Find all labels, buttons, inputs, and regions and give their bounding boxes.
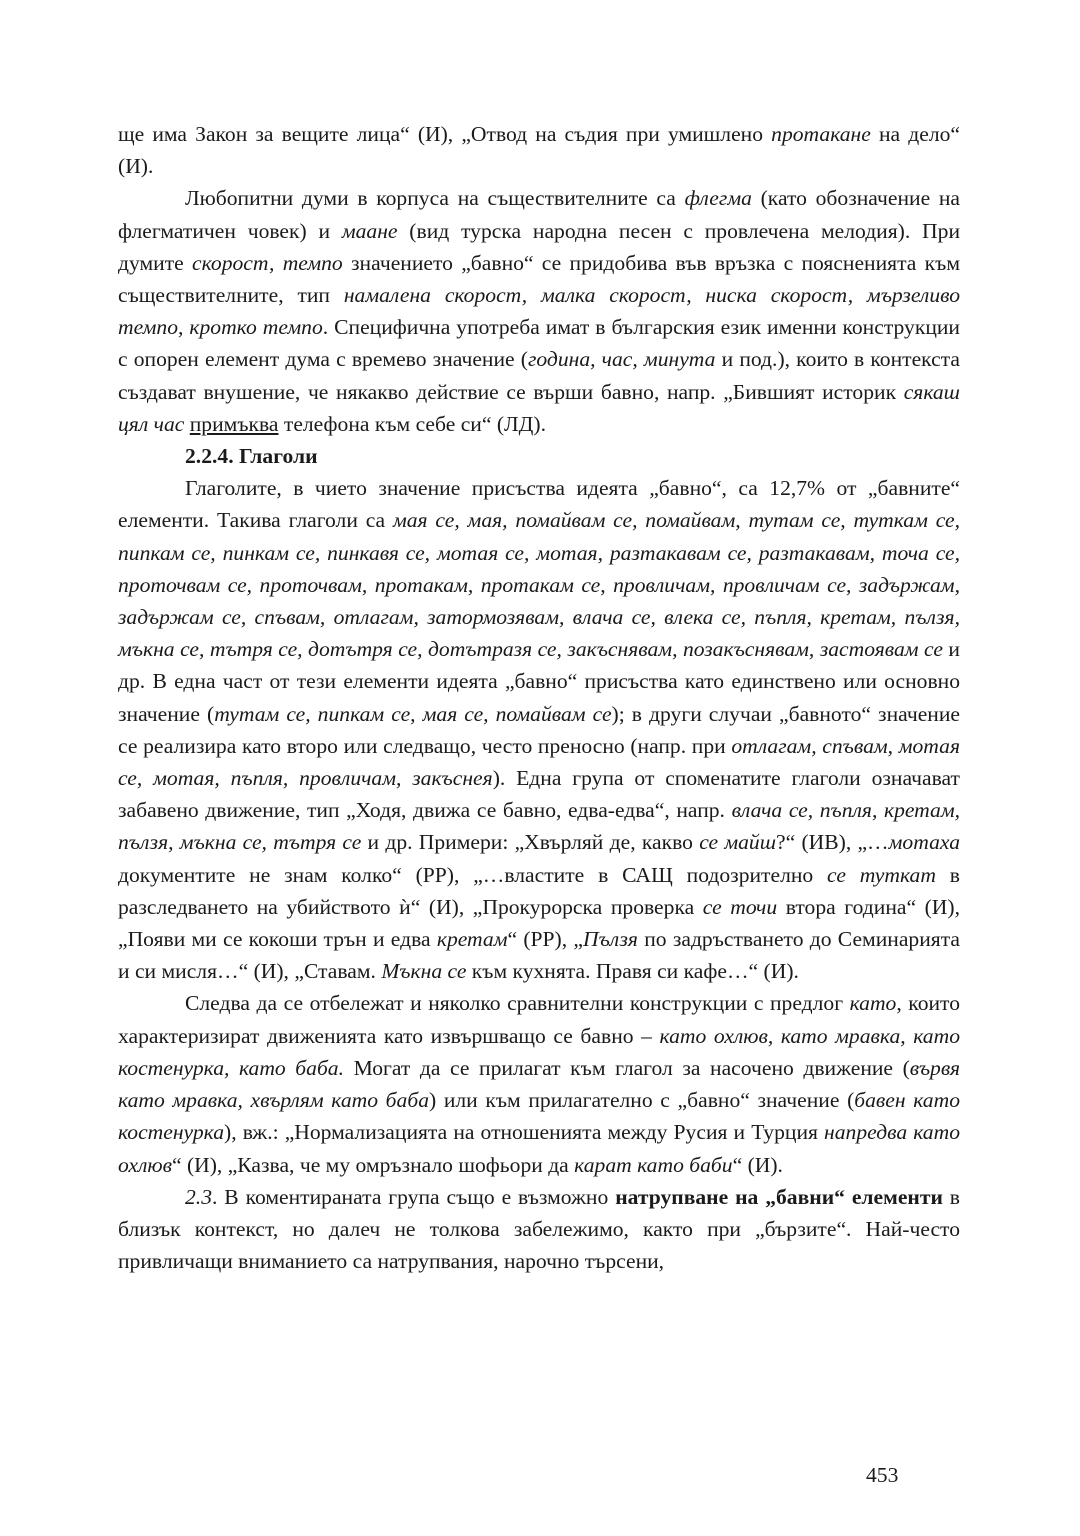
paragraph-verbs: Глаголите, в чието значение присъства идеята „бавно“, са 12,7% от „бавните“ елементи. Такива глаголи са мая се, мая, помайвам се, помайвам, тутам се, туткам се, пипкам се, пинкам се, пинкавя се, мотая се, мотая, разтакавам се, разтакавам, точа се, проточвам се, проточвам, протакам, протакам се, провличам, провличам се, задържам, задържам се, спъвам, отлагам, затормозявам, влача се, влека се, пъпля, кретам, пълзя, мъкна се, тътря се, дотътря се, дотътразя се, закъснявам, позакъснявам, застоявам се и др. В една част от тези елементи идеята „бавно“ присъства като единствено или основно значение (тутам се, пипкам се, мая се, помайвам се); в други случаи „бавното“ значение се реализира като второ или следващо, често преносно (напр. при отлагам, спъвам, мотая се, мотая, пъпля, провличам, закъснея). Една група от споменатите глаголи означават забавено движение, тип „Ходя, движа се бавно, едва-едва“, напр. влача се, пъпля, кретам, пълзя, мъкна се, тътря се и др. Примери: „Хвърляй де, какво се майш?“ (ИВ), „…мотаха документите не знам колко“ (РР), „…властите в САЩ подозрително се туткат в разследването на убийството ѝ“ (И), „Прокурорска проверка се точи втора година“ (И), „Появи ми се кокоши трън и едва кретам“ (РР), „Пълзя по задръстването до Семинарията и си мисля…“ (И), „Ставам. Мъкна се към кухнята. Правя си кафе…“ (И).: [118, 476, 961, 984]
page-number: 453: [866, 1463, 899, 1487]
paragraph-continued: ще има Закон за вещите лица“ (И), „Отвод на съдия при умишлено протакане на дело“ (И).: [118, 122, 960, 179]
paragraph-comparisons: Следва да се отбележат и няколко сравнителни конструкции с предлог като, които характеризират движенията като извършващо се бавно – като охлюв, като мравка, като костенурка, като баба. Могат да се прилагат към глагол за насочено движение (вървя като мравка, хвърлям като баба) или към прилагателно с „бавно“ значение (бавен като костенурка), вж.: „Нормализацията на отношенията между Русия и Турция напредва като охлюв“ (И), „Казва, че му омръзнало шофьори да карат като баби“ (И).: [118, 991, 960, 1177]
section-heading: 2.2.4. Глаголи: [185, 444, 318, 469]
paragraph-nouns: Любопитни думи в корпуса на съществителните са флегма (като обозначение на флегматичен човек) и маане (вид турска народна песен с провлечена мелодия). При думите скорост, темпо значението „бавно“ се придобива във връзка с поясненията към съществителните, тип намалена скорост, малка скорост, ниска скорост, мързеливо темпо, кротко темпо. Специфична употреба имат в българския език именни конструкции с опорен елемент дума с времево значение (година, час, минута и под.), които в контекста създават внушение, че някакво действие се върши бавно, напр. „Бившият историк сякаш цял час примъква телефона към себе си“ (ЛД).: [118, 186, 960, 436]
paragraph-accumulation: 2.3. В коментираната група също е възможно натрупване на „бавни“ елементи в близък контекст, но далеч не толкова забележимо, както при „бързите“. Най-често привличащи вниманието са натрупвания, нарочно търсени,: [118, 1184, 960, 1274]
